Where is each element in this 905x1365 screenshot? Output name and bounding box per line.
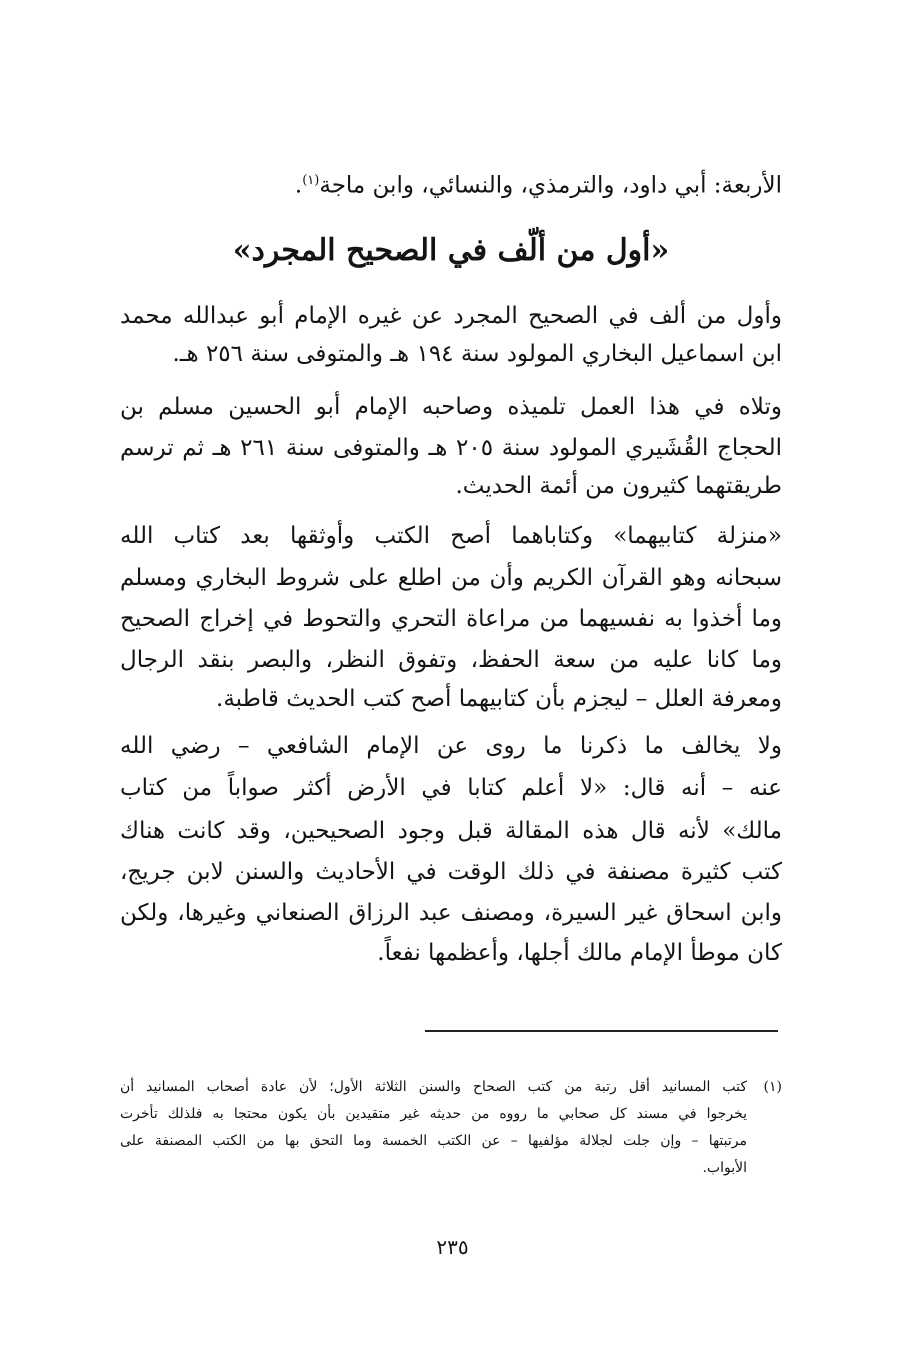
footnote-separator — [425, 1030, 778, 1032]
text-line: كتب كثيرة مصنفة في ذلك الوقت في الأحاديث والسنن لابن جريج، — [120, 859, 782, 885]
text-line: وما كانا عليه من سعة الحفظ، وتفوق النظر، والبصر بنقد الرجال — [120, 647, 782, 673]
text-line: الحجاج القُشَيري المولود سنة ٢٠٥ هـ والمتوفى سنة ٢٦١ هـ ثم ترسم — [120, 435, 782, 461]
text-line: مالك» لأنه قال هذه المقالة قبل وجود الصحيحين، وقد كانت هناك — [120, 818, 782, 844]
text-line: ولا يخالف ما ذكرنا ما روى عن الإمام الشافعي – رضي الله — [120, 733, 782, 759]
footnote-line: الأبواب. — [702, 1160, 747, 1176]
continued-text: الأربعة: أبي داود، والترمذي، والنسائي، وابن ماجة — [319, 172, 782, 199]
text-line: وما أخذوا به نفسيهما من مراعاة التحري والتحوط في إخراج الصحيح — [120, 606, 782, 632]
text-line: كان موطأ الإمام مالك أجلها، وأعظمها نفعاً. — [377, 940, 782, 966]
text-line: عنه – أنه قال: «لا أعلم كتابا في الأرض أكثر صواباً من كتاب — [120, 775, 782, 801]
footnote-line: مرتبتها – وإن جلت لجلالة مؤلفيها – عن الكتب الخمسة وما التحق بها من الكتب المصنفة على — [120, 1133, 747, 1149]
footnote-line: يخرجوا في مسند كل صحابي ما رووه من حديثه غير متقيدين بأن يكون محتجا به فلذلك تأخرت — [120, 1106, 747, 1122]
continued-text-line — [120, 161, 782, 201]
text-line: طريقتهما كثيرون من أئمة الحديث. — [455, 473, 782, 499]
text-line: «منزلة كتابيهما» وكتاباهما أصح الكتب وأوثقها بعد كتاب الله — [120, 523, 782, 549]
text-line: ابن اسماعيل البخاري المولود سنة ١٩٤ هـ والمتوفى سنة ٢٥٦ هـ. — [172, 341, 782, 367]
section-heading: «أول من ألّف في الصحيح المجرد» — [232, 233, 670, 268]
footnote-number: (١) — [763, 1079, 782, 1095]
footnote-marker: (١) — [302, 173, 320, 188]
text-line: ومعرفة العلل – ليجزم بأن كتابيهما أصح كتب الحديث قاطبة. — [216, 686, 782, 712]
text-line: وتلاه في هذا العمل تلميذه وصاحبه الإمام أبو الحسين مسلم بن — [120, 394, 782, 420]
footnote-line: كتب المسانيد أقل رتبة من كتب الصحاح والسنن الثلاثة الأول؛ لأن عادة أصحاب المسانيد أن — [120, 1079, 747, 1095]
page-number: ٢٣٥ — [436, 1235, 469, 1259]
text-line: سبحانه وهو القرآن الكريم وأن من اطلع على شروط البخاري ومسلم — [120, 565, 782, 591]
text-line: وابن اسحاق غير السيرة، ومصنف عبد الرزاق الصنعاني وغيرها، ولكن — [120, 900, 782, 926]
line-end-punctuation: . — [294, 172, 303, 199]
text-line: وأول من ألف في الصحيح المجرد عن غيره الإمام أبو عبدالله محمد — [120, 303, 782, 329]
